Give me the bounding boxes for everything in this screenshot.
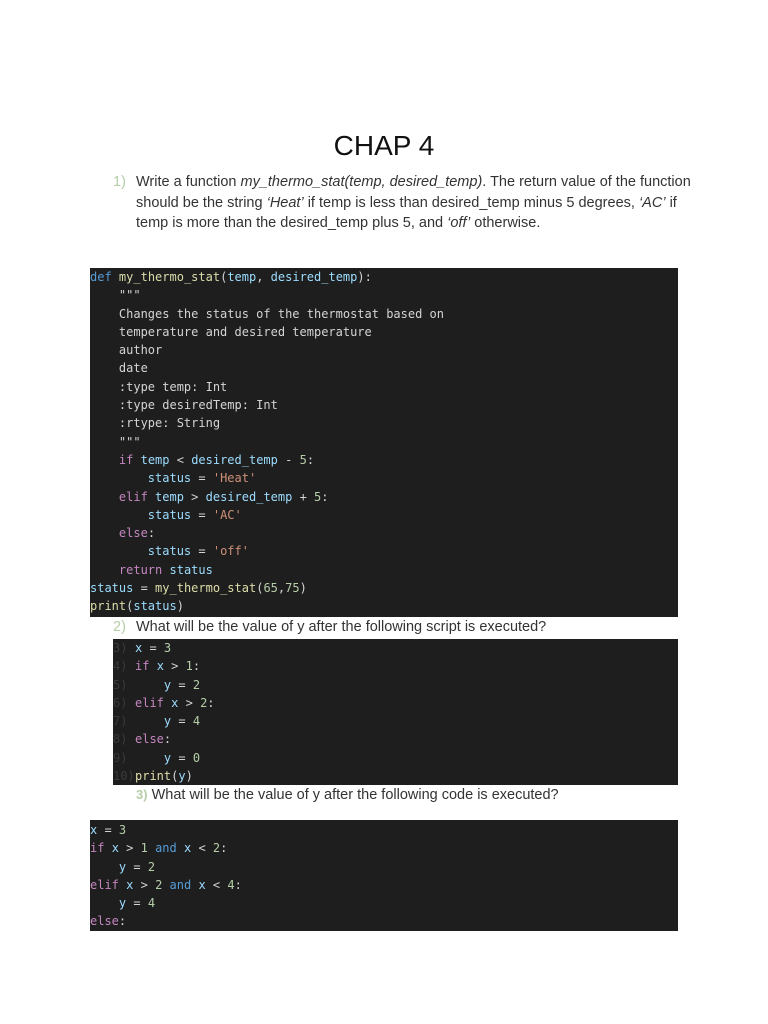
code-line <box>90 542 678 560</box>
code-token: y <box>163 677 172 692</box>
code-token: status <box>169 562 213 577</box>
code-token: ): <box>357 270 372 284</box>
docstring-line: date <box>90 361 148 376</box>
question-2 <box>113 617 673 638</box>
q1-text-7: if temp is more than the desired_temp plus 5, and <box>136 194 677 231</box>
line-number: 5) <box>113 677 128 692</box>
code-token: : <box>220 841 228 856</box>
code-token: < <box>205 877 228 892</box>
code-token: if <box>90 841 105 856</box>
code-token: ) <box>185 769 193 784</box>
code-token: and <box>155 841 177 856</box>
code-token: : <box>192 659 201 674</box>
line-number: 3) <box>113 641 128 655</box>
code-line <box>113 676 678 694</box>
code-line <box>90 451 678 469</box>
q1-text-1: Write a function <box>136 174 241 190</box>
line-number: 9) <box>113 750 128 765</box>
code-token: , <box>277 581 286 596</box>
code-token: = <box>171 750 193 765</box>
code-token: status <box>147 507 192 522</box>
q1-ac: ‘AC’ <box>638 194 666 211</box>
code-block-conditions <box>90 820 678 931</box>
code-line <box>90 821 678 839</box>
code-token: x <box>111 841 119 856</box>
q1-text-9: otherwise. <box>470 215 541 231</box>
code-token: : <box>321 489 329 504</box>
code-token: and <box>169 877 192 892</box>
code-token: - <box>277 452 300 467</box>
code-line <box>90 597 678 615</box>
line-number: 6) <box>113 695 128 710</box>
code-token: x <box>135 641 143 655</box>
docstring-line: """ <box>90 434 141 449</box>
code-token: x <box>171 695 179 710</box>
code-token: 2 <box>155 877 163 892</box>
code-token: status <box>90 581 134 596</box>
code-token: > <box>183 489 206 504</box>
docstring-line: :type desiredTemp: Int <box>90 398 278 413</box>
code-token: 5 <box>299 452 307 467</box>
code-token: = <box>191 471 213 486</box>
code-token: status <box>147 544 192 559</box>
question-text: What will be the value of y after the following code is executed? <box>147 787 559 803</box>
code-token: 3 <box>118 823 127 837</box>
code-token: 'AC' <box>212 507 242 522</box>
code-token: if <box>118 452 134 467</box>
code-token: status <box>147 471 192 486</box>
code-line <box>90 894 678 912</box>
docstring-line: """ <box>90 288 141 303</box>
question-number: 3) <box>136 787 148 802</box>
code-token: else <box>90 914 119 929</box>
code-token: desired_temp <box>191 452 278 467</box>
code-token: : <box>306 452 315 467</box>
code-token: y <box>178 769 186 784</box>
code-token: 4 <box>227 877 235 892</box>
line-number: 4) <box>113 659 128 674</box>
docstring-line: author <box>90 343 163 358</box>
code-token: x <box>126 877 134 892</box>
code-token: if <box>135 659 150 674</box>
code-token: ) <box>299 581 307 596</box>
code-token: x <box>198 877 206 892</box>
code-token: desired_temp <box>270 270 358 284</box>
code-token: def <box>90 270 112 284</box>
code-token: temp <box>227 270 257 284</box>
code-token: = <box>126 859 148 874</box>
code-token: temp <box>140 452 170 467</box>
question-number: 1) <box>113 174 126 190</box>
code-token: 'Heat' <box>212 471 257 486</box>
code-token: temp <box>155 489 184 504</box>
code-token: 4 <box>192 714 201 729</box>
code-token: 5 <box>314 489 322 504</box>
code-token: = <box>171 677 193 692</box>
code-token: else <box>118 526 148 541</box>
code-line <box>113 657 678 675</box>
code-line <box>113 749 678 767</box>
code-token: print <box>90 599 127 614</box>
code-token: 65 <box>263 581 278 596</box>
code-token: 2 <box>212 841 221 856</box>
code-token: > <box>178 695 201 710</box>
code-line <box>113 694 678 712</box>
code-token: ( <box>256 581 264 596</box>
docstring-line: Changes the status of the thermostat based on <box>90 306 445 321</box>
q1-text-3: . The return value of the function should be the string <box>136 174 691 211</box>
code-token: x <box>90 823 98 837</box>
code-token: = <box>171 714 193 729</box>
code-token: print <box>135 769 172 784</box>
code-token: : <box>118 914 127 929</box>
code-token: y <box>118 896 127 911</box>
code-line <box>90 579 678 597</box>
code-token: = <box>126 896 148 911</box>
code-line <box>90 524 678 542</box>
code-token: > <box>133 877 156 892</box>
code-token: > <box>118 841 141 856</box>
code-token: : <box>147 526 156 541</box>
code-token: 1 <box>185 659 193 674</box>
code-token: ( <box>220 270 228 284</box>
code-token: : <box>234 877 242 892</box>
code-token: else <box>135 732 164 747</box>
code-token: < <box>191 841 213 856</box>
code-line <box>113 639 678 657</box>
code-token: 2 <box>147 859 156 874</box>
code-token: + <box>292 489 315 504</box>
code-line <box>90 561 678 579</box>
code-token: ) <box>176 599 184 614</box>
question-3 <box>136 785 696 806</box>
code-token: y <box>163 714 172 729</box>
question-1 <box>113 172 693 234</box>
code-token: 'off' <box>212 544 249 559</box>
code-line <box>113 730 678 748</box>
docstring-line: :type temp: Int <box>90 379 228 394</box>
code-token: = <box>142 641 164 655</box>
line-number: 8) <box>113 732 128 747</box>
code-token: ( <box>171 769 179 784</box>
code-token: 2 <box>192 677 201 692</box>
code-token: = <box>191 544 213 559</box>
docstring-line: :rtype: String <box>90 416 221 431</box>
q1-heat: ‘Heat’ <box>266 194 304 211</box>
code-line <box>90 839 678 857</box>
code-token: = <box>133 581 156 596</box>
code-token: < <box>169 452 192 467</box>
code-line <box>90 876 678 894</box>
code-token: ( <box>126 599 134 614</box>
question-text <box>136 172 693 234</box>
code-line <box>113 767 678 785</box>
code-token: 1 <box>140 841 148 856</box>
code-token: status <box>133 599 177 614</box>
code-token: elif <box>90 877 119 892</box>
line-number: 7) <box>113 714 128 729</box>
code-line <box>90 858 678 876</box>
q1-off: ‘off’ <box>447 215 471 231</box>
q1-function-signature: my_thermo_stat(temp, desired_temp) <box>240 174 483 190</box>
q1-text-5: if temp is less than desired_temp minus 5 degrees, <box>303 194 639 211</box>
code-token: x <box>184 841 192 856</box>
code-line <box>90 488 678 506</box>
question-text: What will be the value of y after the following script is executed? <box>136 619 547 635</box>
code-token: , <box>256 270 271 284</box>
code-token: elif <box>118 489 148 504</box>
code-token: my_thermo_stat <box>118 270 221 284</box>
code-token: 3 <box>163 641 172 655</box>
code-token: x <box>156 659 164 674</box>
code-token: > <box>163 659 186 674</box>
code-line <box>113 712 678 730</box>
code-token: : <box>207 695 215 710</box>
code-token: 2 <box>200 695 208 710</box>
code-token: : <box>163 732 172 747</box>
code-token: 75 <box>285 581 300 596</box>
docstring-line: temperature and desired temperature <box>90 324 372 339</box>
code-token: return <box>118 562 163 577</box>
code-line <box>90 912 678 930</box>
code-token: my_thermo_stat <box>155 581 257 596</box>
question-number: 2) <box>113 619 126 635</box>
code-token: = <box>97 823 119 837</box>
code-block-script <box>113 639 678 785</box>
code-token: = <box>191 507 213 522</box>
code-token: 4 <box>147 896 156 911</box>
code-token: y <box>118 859 127 874</box>
code-line <box>90 469 678 487</box>
code-token: 0 <box>192 750 201 765</box>
line-number: 10) <box>113 769 135 784</box>
code-token: y <box>163 750 172 765</box>
code-line <box>90 506 678 524</box>
code-line <box>90 268 678 286</box>
page-title: CHAP 4 <box>333 130 435 161</box>
code-token: desired_temp <box>205 489 293 504</box>
code-block-thermostat <box>90 268 678 617</box>
code-token: elif <box>135 695 164 710</box>
